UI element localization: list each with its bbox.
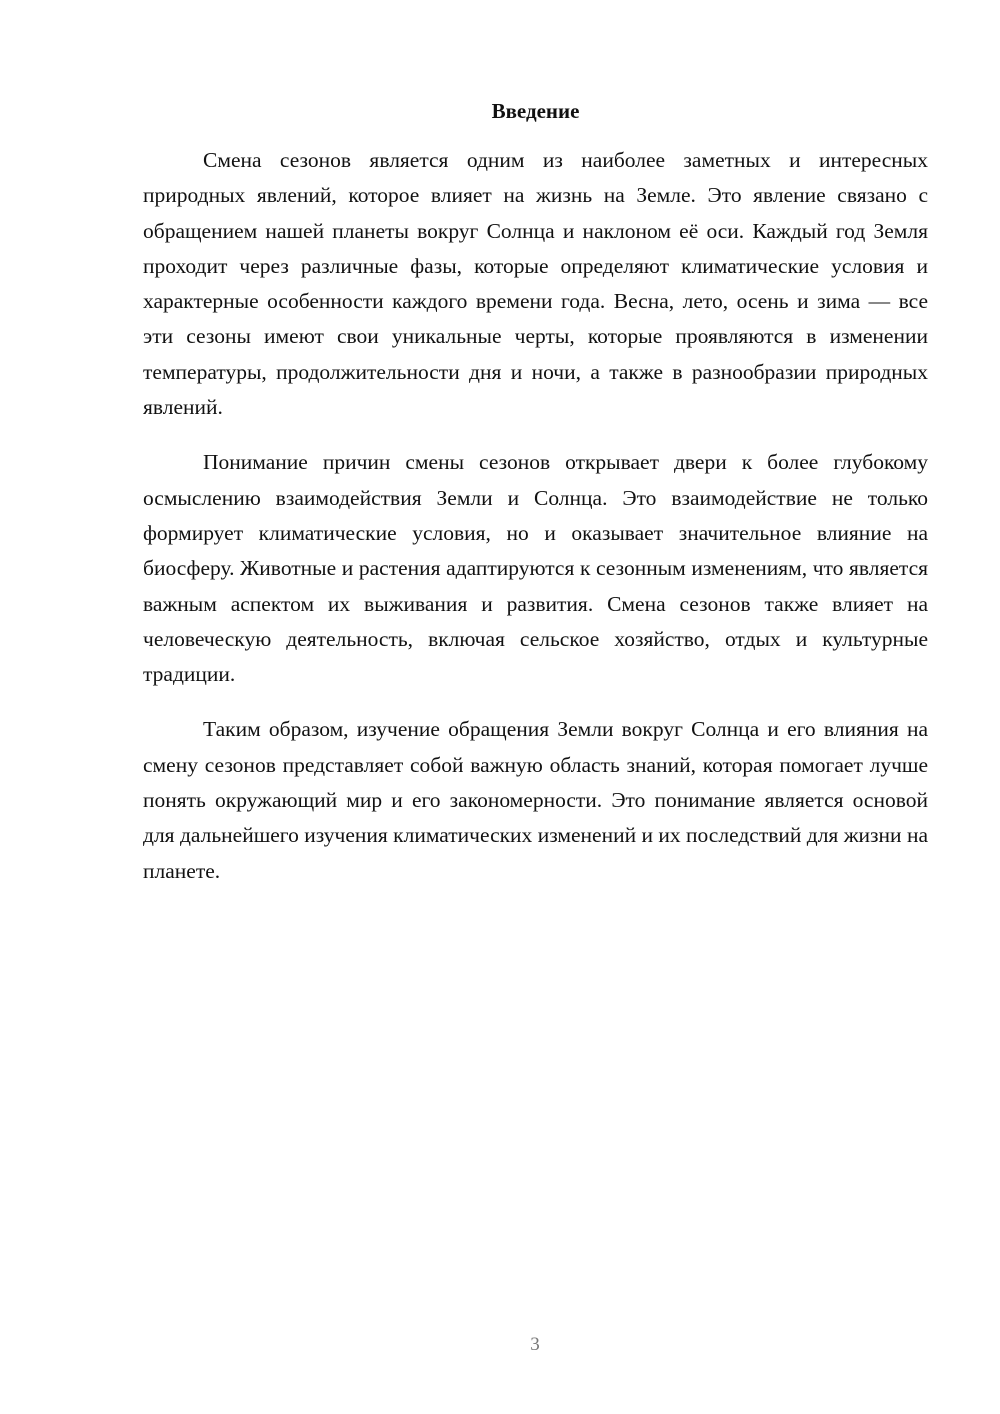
paragraph-2: Понимание причин смены сезонов открывает двери к более глубокому осмыслению взаимодействия Земли и Солнца. Это взаимодействие не только формирует климатические условия, но и оказывает значительное влияние на биосферу. Животные и растения адаптируются к сезонным изменениям, что является важным аспектом их выживания и развития. Смена сезонов также влияет на человеческую деятельность, включая сельское хозяйство, отдых и культурные традиции. bbox=[143, 450, 928, 687]
paragraph-1: Смена сезонов является одним из наиболее заметных и интересных природных явлений, которое влияет на жизнь на Земле. Это явление связано с обращением нашей планеты вокруг Солнца и наклоном её оси. Каждый год Земля проходит через различные фазы, которые определяют климатические условия и характерные особенности каждого времени года. Весна, лето, осень и зима — все эти сезоны имеют свои уникальные черты, которые проявляются в изменении температуры, продолжительности дня и ночи, а также в разнообразии природных явлений. bbox=[143, 148, 928, 420]
page-number: 3 bbox=[530, 1334, 540, 1355]
body-text bbox=[143, 143, 928, 909]
section-heading: Введение bbox=[491, 99, 580, 123]
paragraph-3: Таким образом, изучение обращения Земли вокруг Солнца и его влияния на смену сезонов представляет собой важную область знаний, которая помогает лучше понять окружающий мир и его закономерности. Это понимание является основой для дальнейшего изучения климатических изменений и их последствий для жизни на планете. bbox=[143, 717, 928, 883]
